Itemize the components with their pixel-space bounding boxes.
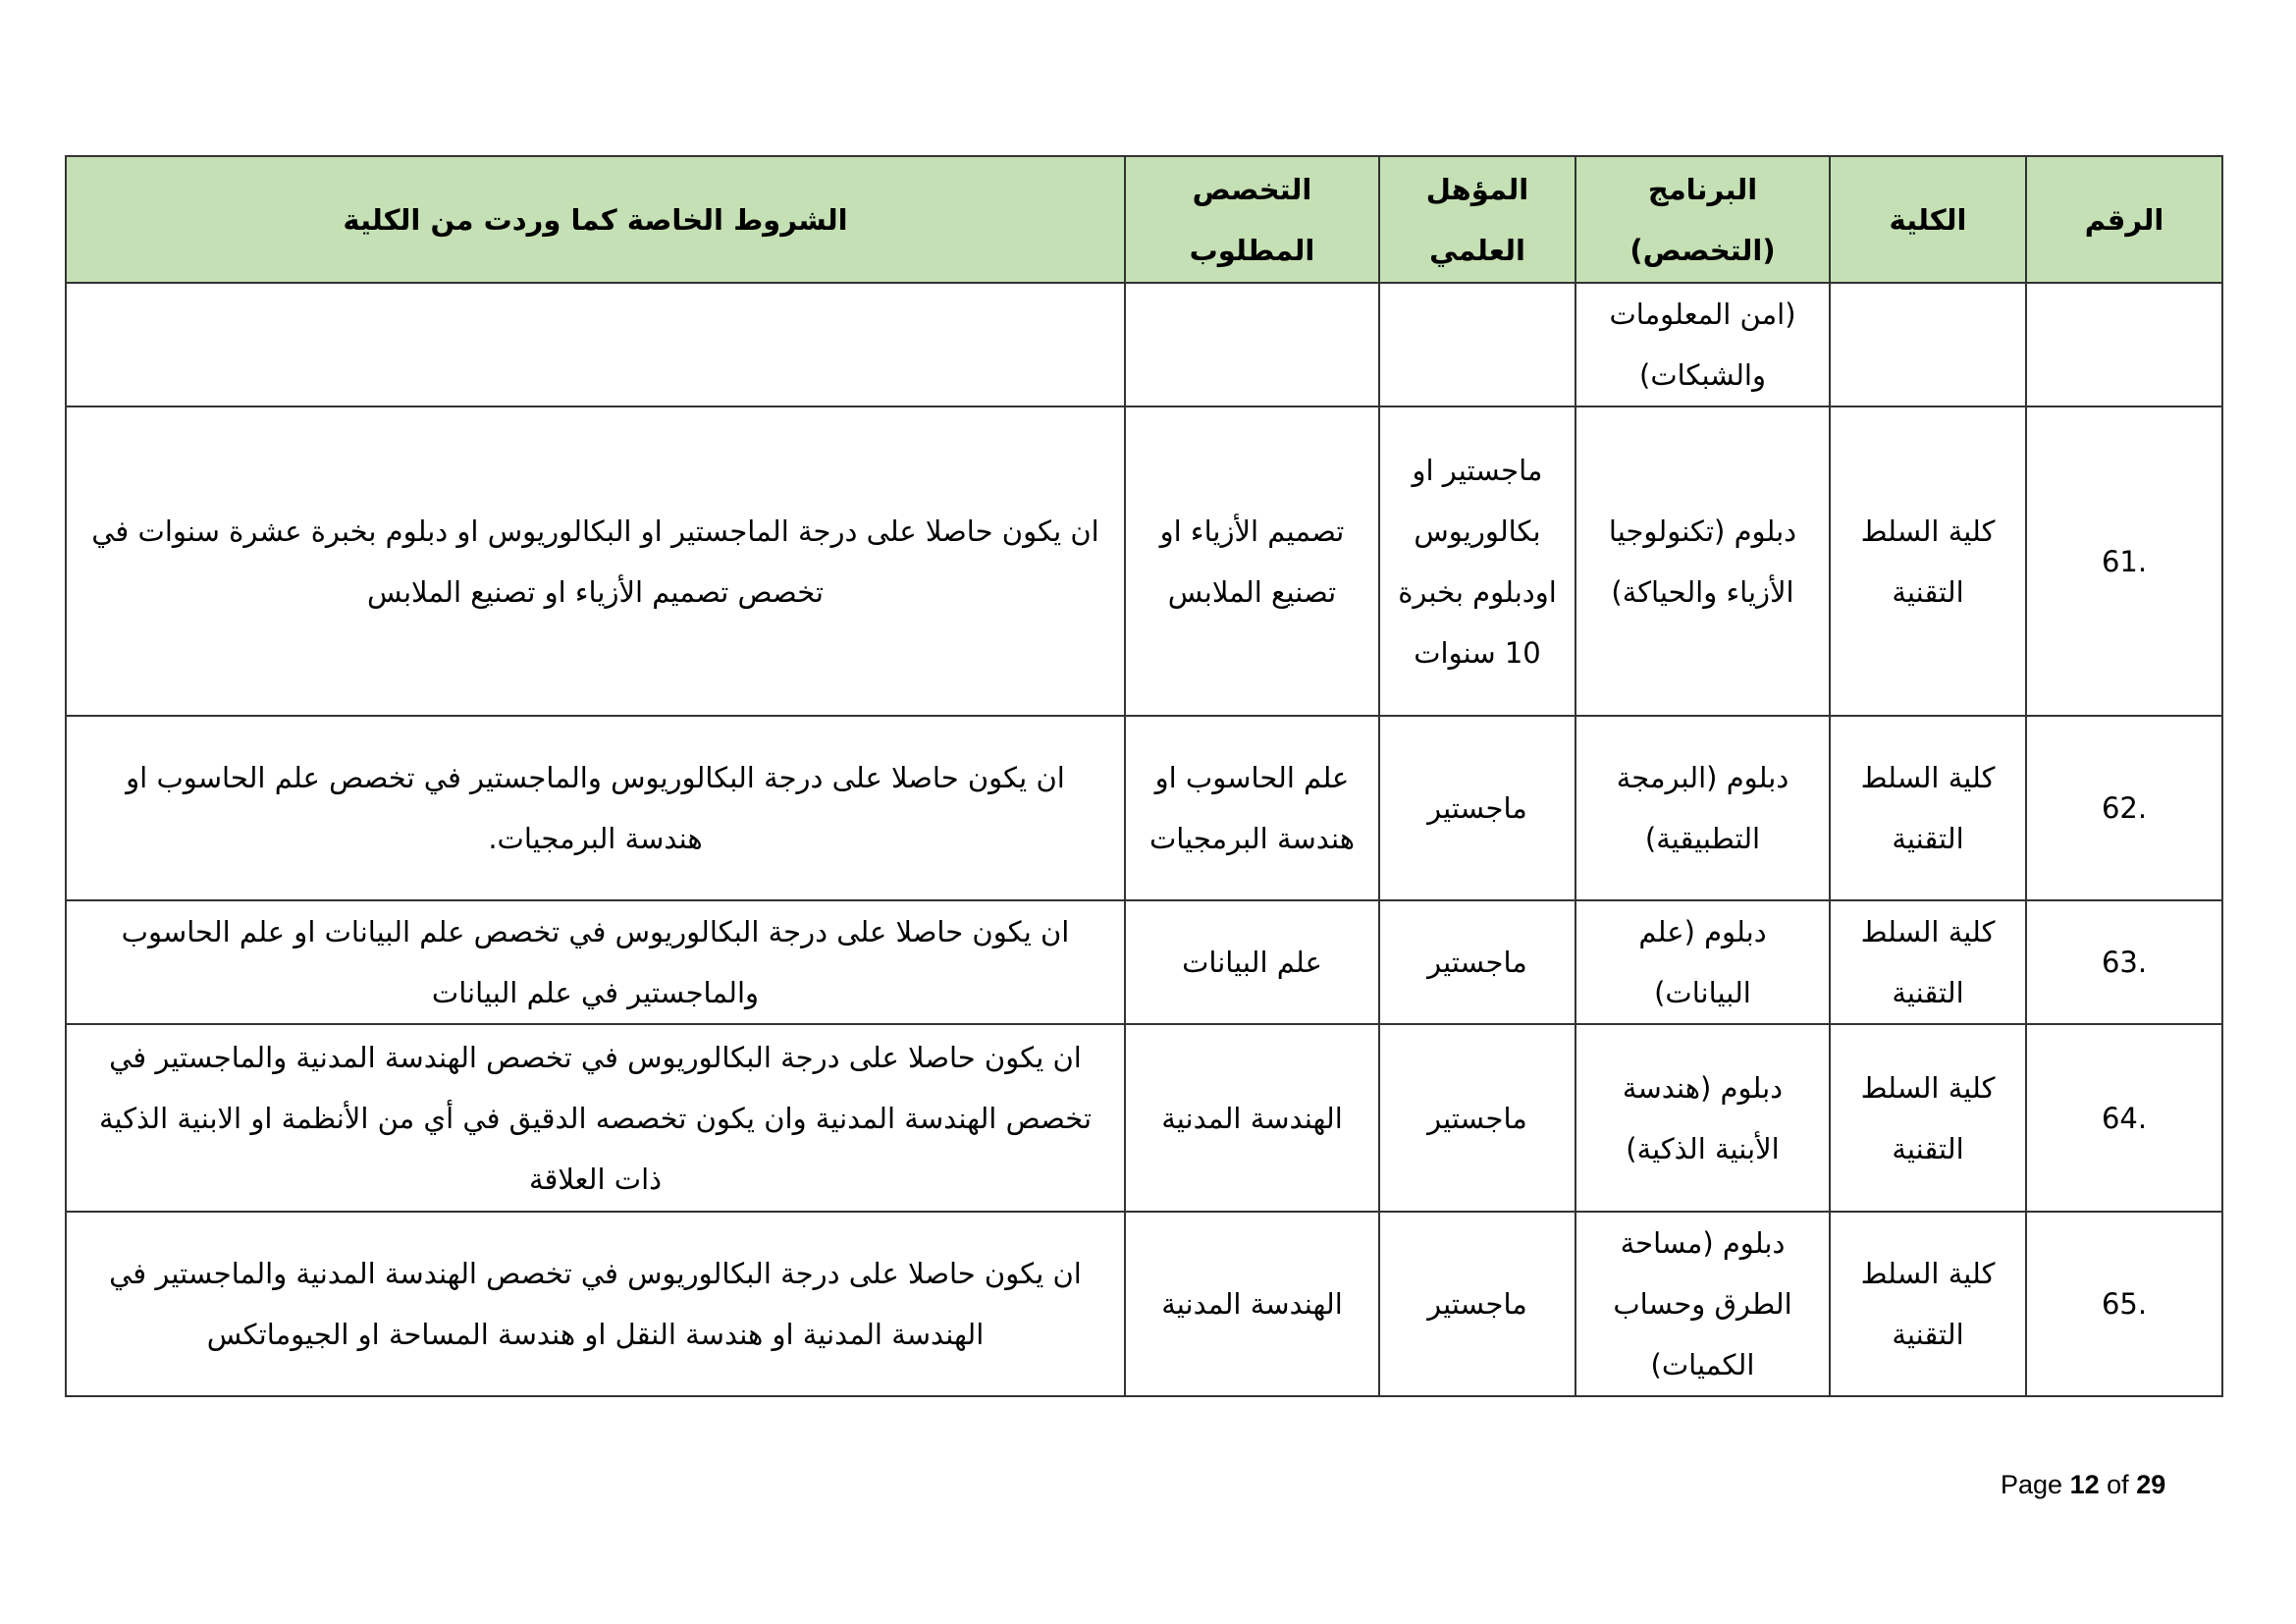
row-specialization: الهندسة المدنية [1125,1212,1379,1396]
row-college: كلية السلط التقنية [1830,1212,2026,1396]
row-college: كلية السلط التقنية [1830,406,2026,716]
row-number: 65. [2026,1212,2222,1396]
row-number: 62. [2026,716,2222,900]
row-program: دبلوم (تكنولوجيا الأزياء والحياكة) [1575,406,1830,716]
row-specialization: علم الحاسوب او هندسة البرمجيات [1125,716,1379,900]
row-college: كلية السلط التقنية [1830,900,2026,1024]
row-number: 61. [2026,406,2222,716]
row-program: دبلوم (علم البيانات) [1575,900,1830,1024]
row-qualification: ماجستير [1379,900,1575,1024]
row-qualification: ماجستير [1379,716,1575,900]
row-qualification [1379,283,1575,406]
row-program: (امن المعلومات والشبكات) [1575,283,1830,406]
row-qualification: ماجستير او بكالوريوس اودبلوم بخبرة 10 سنوات [1379,406,1575,716]
specializations-table-container [65,155,2221,1397]
header-specialization: التخصص المطلوب [1125,156,1379,283]
table-row [66,716,2222,900]
table-row [66,1212,2222,1396]
row-number [2026,283,2222,406]
header-number: الرقم [2026,156,2222,283]
table-row [66,406,2222,716]
row-conditions: ان يكون حاصلا على درجة البكالوريوس في تخصص الهندسة المدنية والماجستير في الهندسة المدنية او هندسة النقل او هندسة المساحة او الجيوماتكس [66,1212,1125,1396]
row-qualification: ماجستير [1379,1024,1575,1212]
table-row [66,1024,2222,1212]
row-number: 63. [2026,900,2222,1024]
row-conditions: ان يكون حاصلا على درجة البكالوريوس في تخصص الهندسة المدنية والماجستير في تخصص الهندسة المدنية وان يكون تخصصه الدقيق في أي من الأنظمة او الابنية الذكية ذات العلاقة [66,1024,1125,1212]
row-specialization [1125,283,1379,406]
row-conditions: ان يكون حاصلا على درجة البكالوريوس في تخصص علم البيانات او علم الحاسوب والماجستير في علم البيانات [66,900,1125,1024]
page-number: 12 [2069,1470,2100,1499]
row-number: 64. [2026,1024,2222,1212]
row-college: كلية السلط التقنية [1830,716,2026,900]
row-program: دبلوم (هندسة الأبنية الذكية) [1575,1024,1830,1212]
row-specialization: علم البيانات [1125,900,1379,1024]
row-program: دبلوم (مساحة الطرق وحساب الكميات) [1575,1212,1830,1396]
row-conditions: ان يكون حاصلا على درجة الماجستير او البكالوريوس او دبلوم بخبرة عشرة سنوات في تخصص تصميم الأزياء او تصنيع الملابس [66,406,1125,716]
of-label: of [2107,1470,2129,1499]
table-header-row [66,156,2222,283]
header-qualification: المؤهل العلمي [1379,156,1575,283]
row-college: كلية السلط التقنية [1830,1024,2026,1212]
row-specialization: الهندسة المدنية [1125,1024,1379,1212]
header-conditions: الشروط الخاصة كما وردت من الكلية [66,156,1125,283]
table-row [66,900,2222,1024]
row-program: دبلوم (البرمجة التطبيقية) [1575,716,1830,900]
specializations-table [65,155,2223,1397]
row-specialization: تصميم الأزياء او تصنيع الملابس [1125,406,1379,716]
row-college [1830,283,2026,406]
page-label: Page [2001,1470,2063,1499]
header-college: الكلية [1830,156,2026,283]
page-footer [2001,1470,2165,1500]
row-conditions [66,283,1125,406]
table-row [66,283,2222,406]
row-conditions: ان يكون حاصلا على درجة البكالوريوس والماجستير في تخصص علم الحاسوب او هندسة البرمجيات. [66,716,1125,900]
header-program: البرنامج (التخصص) [1575,156,1830,283]
page-total: 29 [2136,1470,2166,1499]
row-qualification: ماجستير [1379,1212,1575,1396]
